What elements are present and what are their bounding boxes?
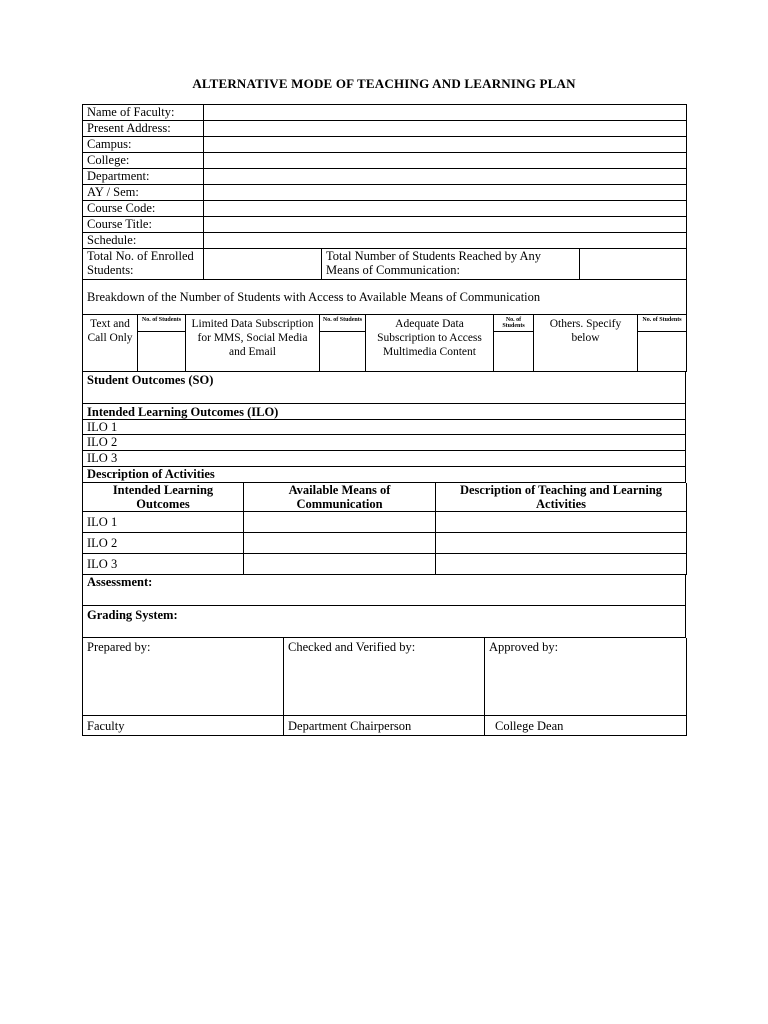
total-reached-value[interactable] [580,249,687,280]
signatories-table [82,638,687,736]
plan-form [82,104,686,736]
count-cell[interactable] [494,332,534,372]
no-of-students-header: No. of Students [494,315,534,332]
field-label: Campus: [83,137,204,153]
no-of-students-header: No. of Students [138,315,186,332]
activity-row-ilo: ILO 3 [83,554,244,575]
chairperson-label: Department Chairperson [284,716,485,736]
field-label: Department: [83,169,204,185]
activity-desc-cell[interactable] [436,533,687,554]
activity-means-cell[interactable] [244,533,436,554]
info-row [83,137,687,153]
field-value[interactable] [204,217,687,233]
col-means-header: Available Means of Communication [244,483,436,512]
field-value[interactable] [204,185,687,201]
assessment-table [82,575,686,638]
info-row [83,185,687,201]
field-value[interactable] [204,201,687,217]
student-outcomes-label: Student Outcomes (SO) [83,372,686,404]
field-value[interactable] [204,105,687,121]
activity-means-cell[interactable] [244,554,436,575]
field-label: Schedule: [83,233,204,249]
col-activities-header: Description of Teaching and Learning Activities [436,483,687,512]
field-label: College: [83,153,204,169]
info-row [83,105,687,121]
means-adequate-data: Adequate Data Subscription to Access Multimedia Content [366,315,494,372]
assessment-label: Assessment: [83,575,686,606]
no-of-students-header: No. of Students [320,315,366,332]
info-row [83,169,687,185]
count-cell[interactable] [320,332,366,372]
outcomes-table [82,372,686,483]
col-ilo-header: Intended Learning Outcomes [83,483,244,512]
activities-heading: Description of Activities [83,467,686,483]
ilo-item: ILO 1 [83,420,686,435]
field-label: AY / Sem: [83,185,204,201]
means-limited-data: Limited Data Subscription for MMS, Social Media and Email [186,315,320,372]
field-label: Course Title: [83,217,204,233]
count-cell[interactable] [138,332,186,372]
totals-table [82,249,687,280]
activity-desc-cell[interactable] [436,554,687,575]
grading-label: Grading System: [83,606,686,638]
field-value[interactable] [204,121,687,137]
field-value[interactable] [204,137,687,153]
field-value[interactable] [204,153,687,169]
approved-by-label: Approved by: [485,638,687,716]
total-enrolled-label: Total No. of Enrolled Students: [83,249,204,280]
field-label: Course Code: [83,201,204,217]
info-row [83,201,687,217]
faculty-info-table [82,104,687,249]
field-label: Name of Faculty: [83,105,204,121]
page-title: ALTERNATIVE MODE OF TEACHING AND LEARNING PLAN [192,76,576,91]
checked-by-label: Checked and Verified by: [284,638,485,716]
breakdown-heading: Breakdown of the Number of Students with Access to Available Means of Communication [83,280,687,315]
info-row [83,233,687,249]
dean-label: College Dean [485,716,687,736]
total-enrolled-value[interactable] [204,249,322,280]
info-row [83,153,687,169]
means-text-call: Text and Call Only [83,315,138,372]
ilo-item: ILO 3 [83,451,686,467]
activity-row-ilo: ILO 2 [83,533,244,554]
info-row [83,217,687,233]
prepared-by-label: Prepared by: [83,638,284,716]
activity-desc-cell[interactable] [436,512,687,533]
no-of-students-header: No. of Students [638,315,687,332]
activity-means-cell[interactable] [244,512,436,533]
means-others: Others. Specify below [534,315,638,372]
count-cell[interactable] [638,332,687,372]
ilo-item: ILO 2 [83,435,686,451]
activities-table [82,483,687,575]
total-reached-label: Total Number of Students Reached by Any Means of Communication: [322,249,580,280]
field-value[interactable] [204,169,687,185]
field-label: Present Address: [83,121,204,137]
ilo-heading: Intended Learning Outcomes (ILO) [83,404,686,420]
activity-row-ilo: ILO 1 [83,512,244,533]
faculty-label: Faculty [83,716,284,736]
info-row [83,121,687,137]
field-value[interactable] [204,233,687,249]
breakdown-table [82,280,687,372]
